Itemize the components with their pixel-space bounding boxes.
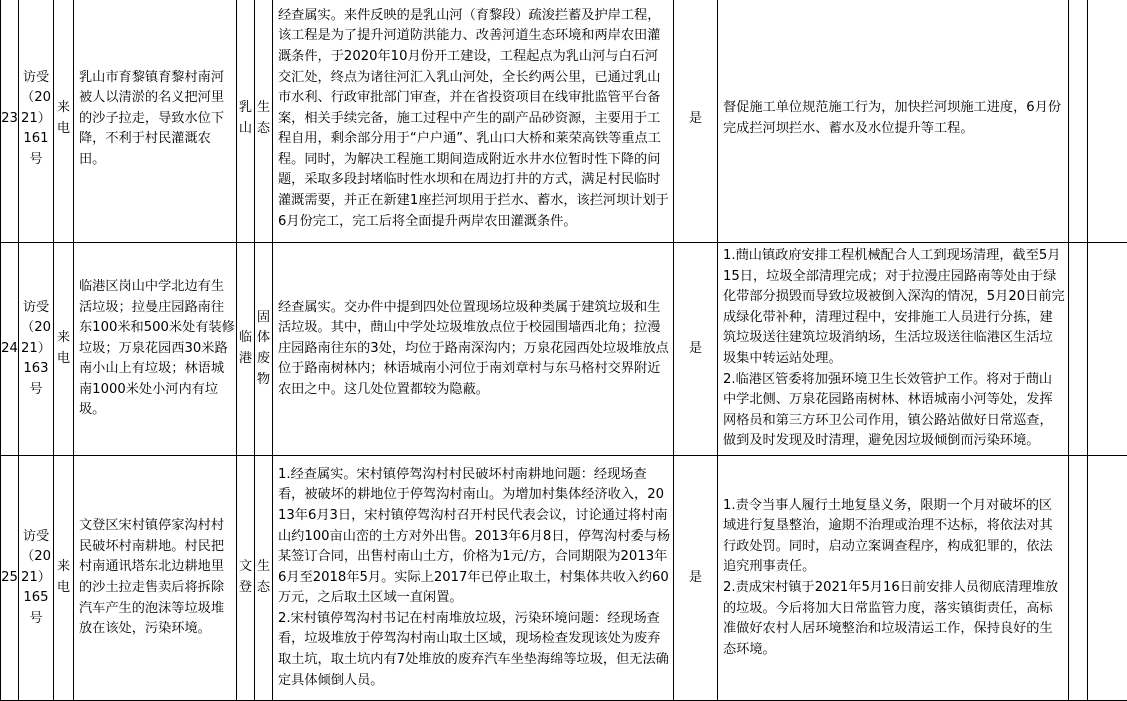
complaint-source: 来电 <box>54 0 74 243</box>
table-row <box>1 243 1127 456</box>
complaint-description: 乳山市育黎镇育黎村南河被人以清淤的名义把河里的沙子拉走，导致水位下降，不利于村民灌溉农田。 <box>74 0 237 243</box>
pollution-category: 生态 <box>255 456 273 701</box>
verified-flag: 是 <box>674 456 718 701</box>
rectification-measures <box>718 456 1069 701</box>
complaint-description: 临港区岗山中学北边有生活垃圾；拉曼庄园路南往东100米和500米处有装修垃圾；万泉花园西30米路南小山上有垃圾；林语城南1000米处小河内有垃圾。 <box>74 243 237 456</box>
region: 临港 <box>237 243 255 456</box>
findings-paragraph: 1.经查属实。宋村镇停驾沟村村民破坏村南耕地问题：经现场查看，被破坏的耕地位于停驾沟村南山。为增加村集体经济收入，2013年6月3日，宋村镇停驾沟村召开村民代表会议，讨论通过将村南山约100亩山峦的土方对外出售。2013年6月8日，停驾沟村委与杨某签订合同，出售村南山土方，价格为1元/方，合同期限为2013年6月至2018年5月。实际上2017年已停止取土，村集体共收入约60万元，之后取土区域一直闲置。 <box>278 465 670 609</box>
case-code: 访受（2021）163号 <box>19 243 54 456</box>
empty-cell <box>1088 456 1127 701</box>
rectification-measures <box>718 243 1069 456</box>
investigation-findings <box>273 456 674 701</box>
region: 乳山 <box>237 0 255 243</box>
case-code: 访受（2021）165号 <box>19 456 54 701</box>
row-number: 25 <box>1 456 19 701</box>
table-row <box>1 456 1127 701</box>
measures-paragraph: 2.临港区管委将加强环境卫生长效管护工作。将对于蔄山中学北侧、万泉花园路南树林、林语城南小河等处，发挥网格员和第三方环卫公司作用，镇公路站做好日常巡查，做到及时发现及时清理，避免因垃圾倾倒而污染环境。 <box>723 370 1065 452</box>
measures-paragraph: 1.蔄山镇政府安排工程机械配合人工到现场清理，截至5月15日，垃圾全部清理完成；对于拉漫庄园路南等处由于绿化带部分损毁而导致垃圾被倒入深沟的情况，5月20日前完成绿化带补种，清理过程中，安排施工人员进行分拣，建筑垃圾送往建筑垃圾消纳场，生活垃圾送往临港区生活垃圾集中转运站处理。 <box>723 246 1065 370</box>
pollution-category: 生态 <box>255 0 273 243</box>
empty-cell <box>1069 0 1088 243</box>
findings-paragraph: 经查属实。来件反映的是乳山河（育黎段）疏浚拦蓄及护岸工程，该工程是为了提升河道防洪能力、改善河道生态环境和两岸农田灌溉条件，于2020年10月份开工建设，工程起点为乳山河与白石河交汇处，终点为诸往河汇入乳山河处，全长约两公里，已通过乳山市水利、行政审批部门审查，并在省投资项目在线审批监管平台备案，相关手续完备，施工过程中产生的副产品砂资源，主要用于工程自用，剩余部分用于“户户通”、乳山口大桥和莱荣高铁等重点工程。同时，为解决工程施工期间造成附近水井水位暂时性下降的问题，采取多段封堵临时性水坝和在周边打井的方式，满足村民临时灌溉需要，并正在新建1座拦河坝用于拦水、蓄水，该拦河坝计划于6月份完工，完工后将全面提升两岸农田灌溉条件。 <box>278 6 670 233</box>
pollution-category: 固体废物 <box>255 243 273 456</box>
measures-paragraph: 2.责成宋村镇于2021年5月16日前安排人员彻底清理堆放的垃圾。今后将加大日常监管力度，落实镇街责任，高标准做好农村人居环境整治和垃圾清运工作，保持良好的生态环境。 <box>723 578 1065 660</box>
empty-cell <box>1069 243 1088 456</box>
row-number: 24 <box>1 243 19 456</box>
region: 文登 <box>237 456 255 701</box>
complaint-description: 文登区宋村镇停家沟村村民破坏村南耕地。村民把村南通讯塔东北边耕地里的沙土拉走售卖后将拆除汽车产生的泡沫等垃圾堆放在该处，污染环境。 <box>74 456 237 701</box>
findings-paragraph: 经查属实。交办件中提到四处位置现场垃圾种类属于建筑垃圾和生活垃圾。其中，蔄山中学处垃圾堆放点位于校园围墙西北角；拉漫庄园路南往东的3处，均位于路南深沟内；万泉花园西处垃圾堆放点位于路南树林内；林语城南小河位于南刘章村与东马格村交界附近农田之中。这几处位置都较为隐蔽。 <box>278 298 670 401</box>
empty-cell <box>1088 0 1127 243</box>
complaint-source: 来电 <box>54 243 74 456</box>
measures-paragraph: 1.责令当事人履行土地复垦义务，限期一个月对破坏的区域进行复垦整治，逾期不治理或治理不达标，将依法对其行政处罚。同时，启动立案调查程序，构成犯罪的，依法追究刑事责任。 <box>723 496 1065 578</box>
verified-flag: 是 <box>674 243 718 456</box>
investigation-findings <box>273 0 674 243</box>
verified-flag: 是 <box>674 0 718 243</box>
rectification-measures <box>718 0 1069 243</box>
findings-paragraph: 2.宋村镇停驾沟村书记在村南堆放垃圾，污染环境问题：经现场查看，垃圾堆放于停驾沟村南山取土区域，现场检查发现该处为废弃取土坑，取土坑内有7处堆放的废弃汽车坐垫海绵等垃圾，但无法确定具体倾倒人员。 <box>278 609 670 691</box>
row-number: 23 <box>1 0 19 243</box>
measures-paragraph: 督促施工单位规范施工行为，加快拦河坝施工进度，6月份完成拦河坝拦水、蓄水及水位提升等工程。 <box>723 98 1065 139</box>
case-code: 访受（2021）161号 <box>19 0 54 243</box>
investigation-findings <box>273 243 674 456</box>
complaint-source: 来电 <box>54 456 74 701</box>
empty-cell <box>1069 456 1088 701</box>
empty-cell <box>1088 243 1127 456</box>
table-row <box>1 0 1127 243</box>
